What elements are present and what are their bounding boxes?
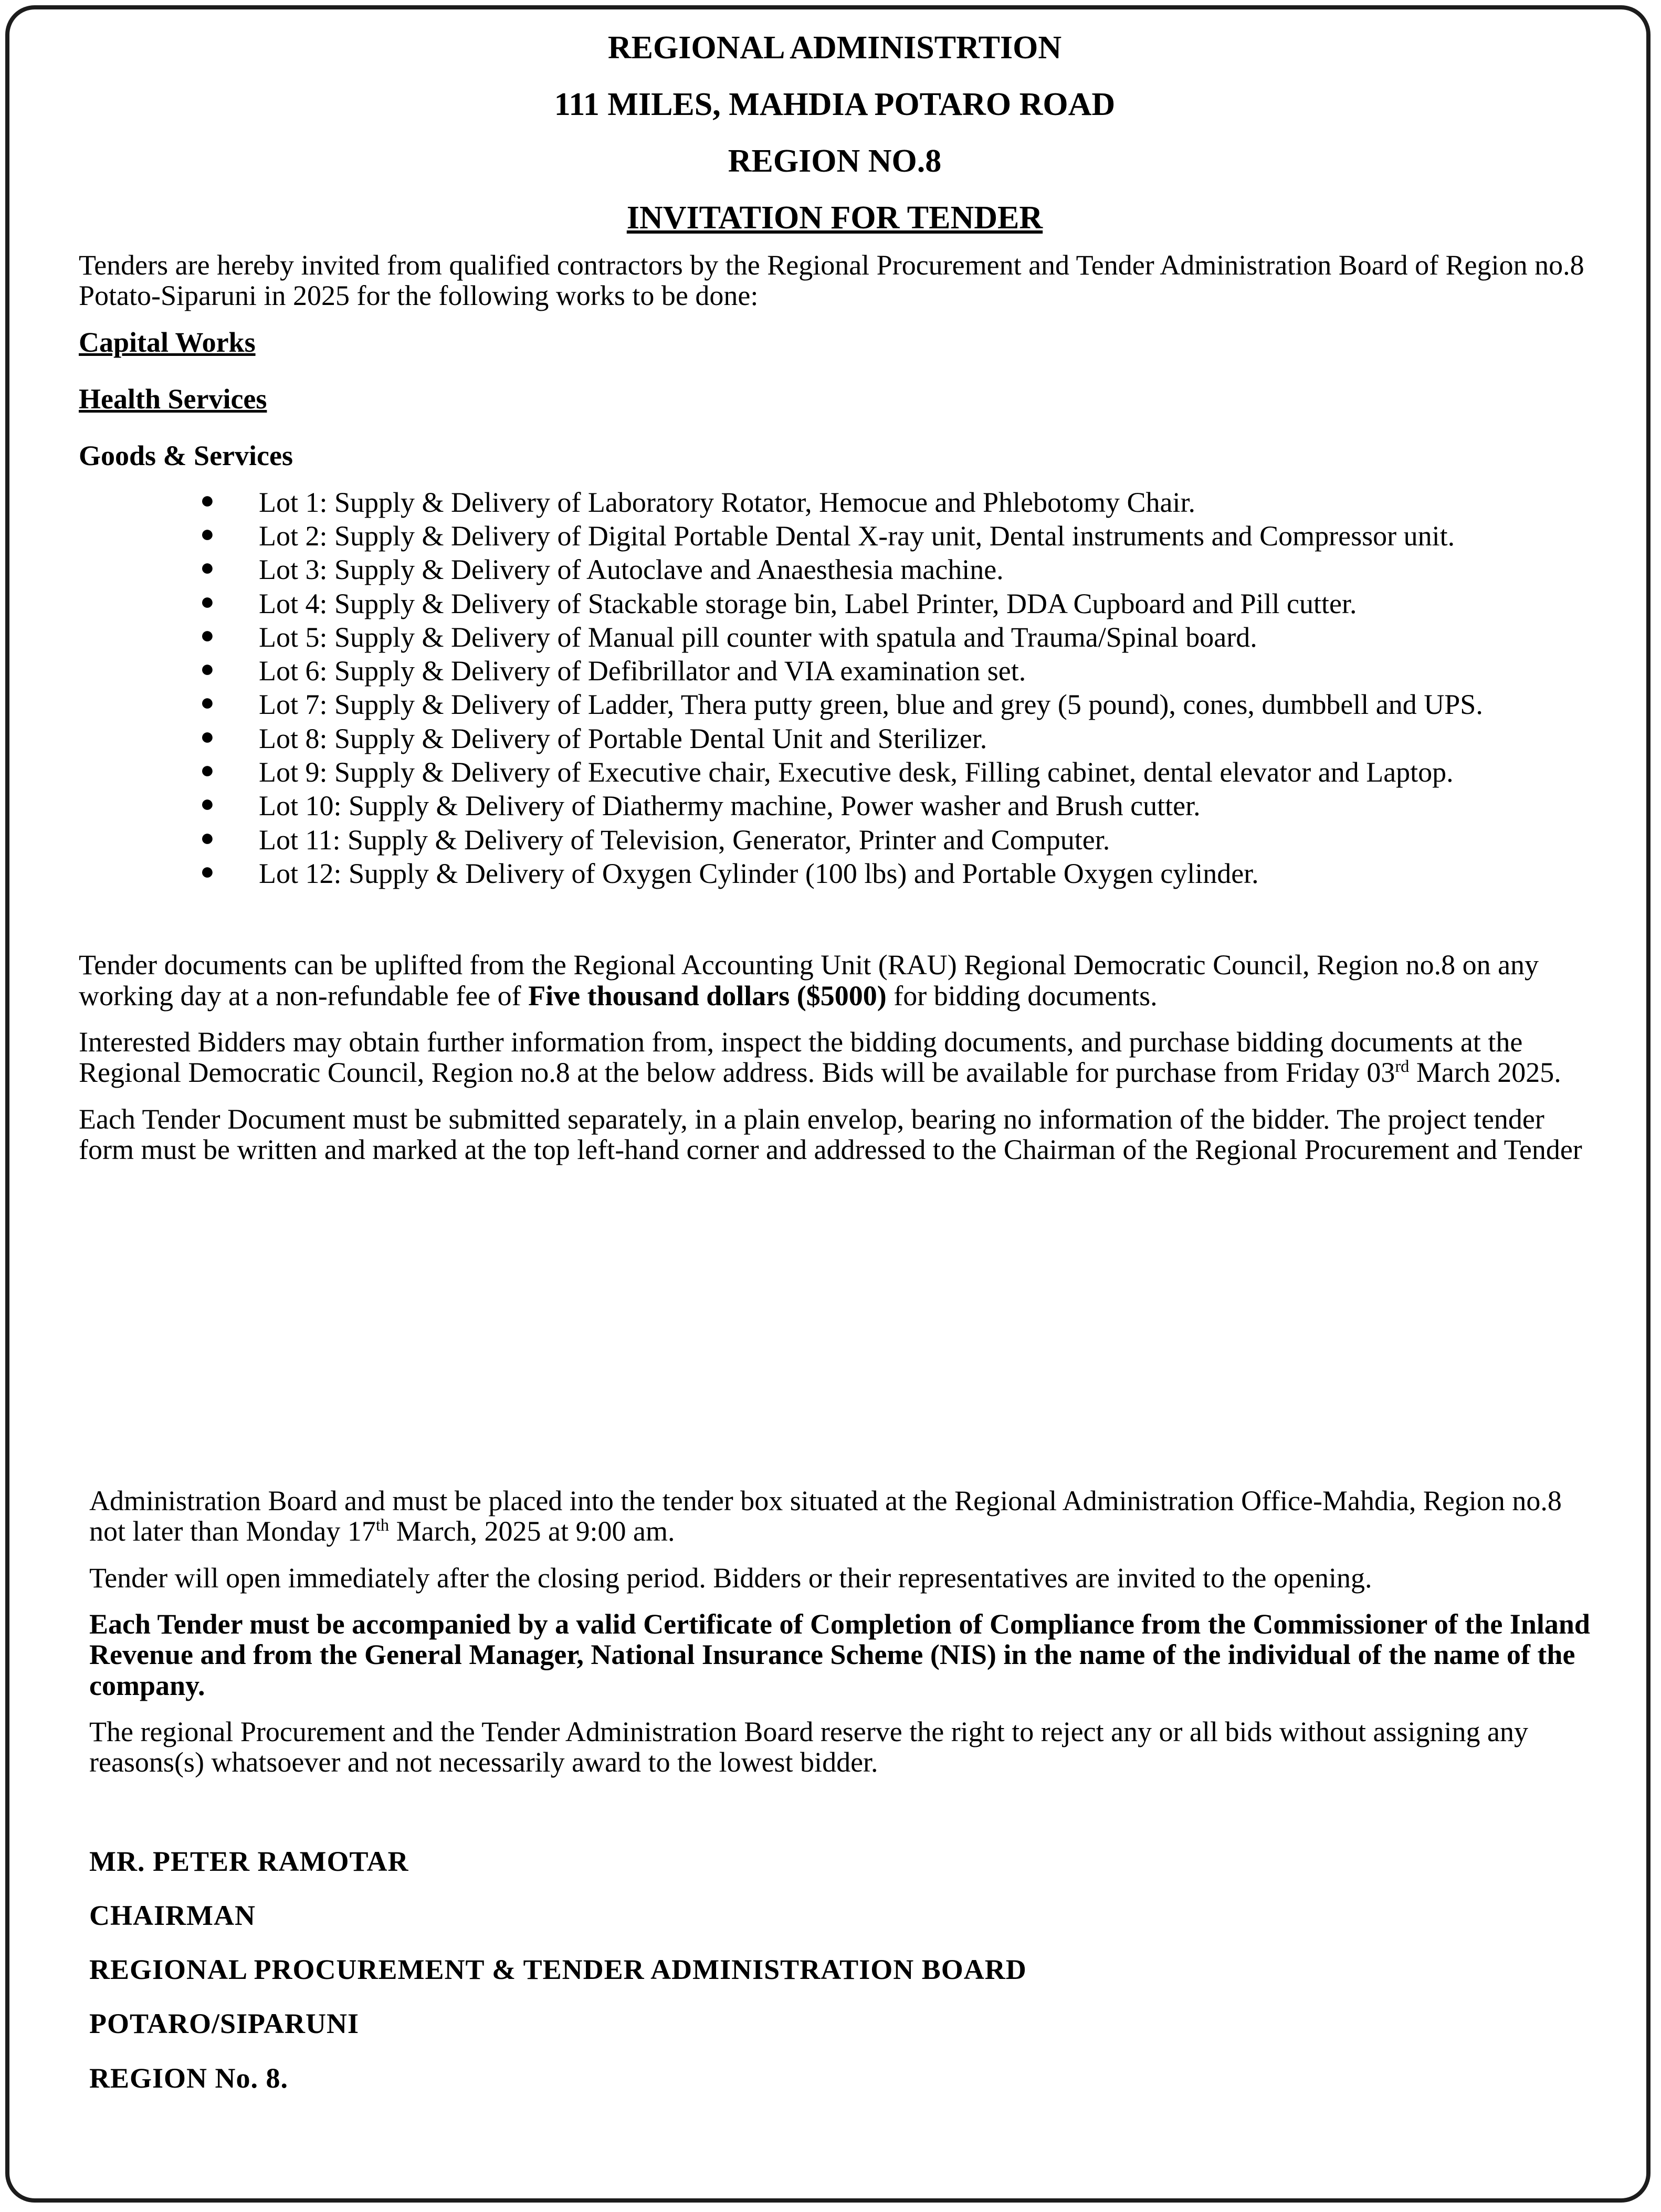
signatory-region: REGION No. 8.: [89, 2062, 289, 2094]
notice-title: INVITATION FOR TENDER: [626, 200, 1043, 236]
list-item: ● Lot 1: Supply & Delivery of Laboratory Rotator, Hemocue and Phlebotomy Chair.: [200, 486, 1196, 518]
bullet-icon: ●: [200, 655, 215, 682]
bullet-icon: ●: [200, 689, 215, 716]
bullet-icon: ●: [200, 824, 215, 851]
list-item: ● Lot 8: Supply & Delivery of Portable Dental Unit and Sterilizer.: [200, 722, 987, 754]
list-item: ● Lot 6: Supply & Delivery of Defibrillator and VIA examination set.: [200, 655, 1026, 687]
section-capital-works: Capital Works: [79, 326, 256, 358]
list-item: ● Lot 10: Supply & Delivery of Diathermy machine, Power washer and Brush cutter.: [200, 790, 1201, 822]
bullet-icon: ●: [200, 756, 215, 784]
compliance-paragraph: Each Tender must be accompanied by a valid Certificate of Completion of Compliance from the Commissioner of the Inland Revenue and from the General Manager, National Insurance Scheme (NIS) in the name of the individual of the name of the company.: [89, 1608, 1590, 1701]
bullet-icon: ●: [200, 486, 215, 513]
list-item: ● Lot 9: Supply & Delivery of Executive chair, Executive desk, Filling cabinet, dental elevator and Laptop.: [200, 756, 1454, 788]
signatory-board: REGIONAL PROCUREMENT & TENDER ADMINISTRATION BOARD: [89, 1954, 1027, 1986]
list-item: ● Lot 2: Supply & Delivery of Digital Portable Dental X-ray unit, Dental instruments and Compressor unit.: [200, 520, 1455, 552]
bullet-icon: ●: [200, 621, 215, 648]
bullet-icon: ●: [200, 858, 215, 884]
header-line-region: REGION NO.8: [728, 143, 942, 179]
submission-paragraph: Each Tender Document must be submitted separately, in a plain envelop, bearing no information of the bidder. The project tender form must be written and marked at the top left-hand corner and addressed to the Chairman of the Regional Procurement and Tender: [79, 1103, 1582, 1165]
bullet-icon: ●: [200, 520, 215, 547]
bullet-icon: ●: [200, 722, 215, 750]
intro-paragraph: Tenders are hereby invited from qualified contractors by the Regional Procurement and Tender Administration Board of Region no.8 Potato-Siparuni in 2025 for the following works to be done:: [79, 249, 1584, 312]
header-line-administration: REGIONAL ADMINISTRTION: [607, 30, 1062, 66]
signatory-role: CHAIRMAN: [89, 1899, 256, 1931]
signatory-area: POTARO/SIPARUNI: [89, 2008, 360, 2040]
signatory-name: MR. PETER RAMOTAR: [89, 1845, 409, 1877]
notice-body-bottom: [89, 1486, 1596, 2117]
list-item: ● Lot 12: Supply & Delivery of Oxygen Cylinder (100 lbs) and Portable Oxygen cylinder.: [200, 858, 1259, 889]
bullet-icon: ●: [200, 790, 215, 817]
bullet-icon: ●: [200, 587, 215, 615]
section-health-services: Health Services: [79, 383, 267, 415]
documents-paragraph: Tender documents can be uplifted from the Regional Accounting Unit (RAU) Regional Democratic Council, Region no.8 on any working day at a non-refundable fee of Five thousand dollars ($5000) for bidding documents.: [79, 949, 1539, 1012]
closing-date-paragraph: Administration Board and must be placed into the tender box situated at the Regional Administration Office-Mahdia, Region no.8 not later than Monday 17th March, 2025 at 9:00 am.: [89, 1485, 1562, 1547]
header-line-address: 111 MILES, MAHDIA POTARO ROAD: [554, 87, 1116, 122]
notice-body-top: [79, 31, 1591, 1181]
opening-paragraph: Tender will open immediately after the closing period. Bidders or their representatives are invited to the opening.: [89, 1562, 1372, 1594]
list-item: ● Lot 4: Supply & Delivery of Stackable storage bin, Label Printer, DDA Cupboard and Pill cutter.: [200, 587, 1357, 619]
reserve-paragraph: The regional Procurement and the Tender Administration Board reserve the right to reject any or all bids without assigning any reasons(s) whatsoever and not necessarily award to the lowest bidder.: [89, 1715, 1529, 1778]
list-item: ● Lot 5: Supply & Delivery of Manual pill counter with spatula and Trauma/Spinal board.: [200, 621, 1257, 653]
section-goods-services: Goods & Services: [79, 440, 293, 472]
fee-amount: Five thousand dollars ($5000): [528, 979, 887, 1012]
list-item: ● Lot 11: Supply & Delivery of Television, Generator, Printer and Computer.: [200, 824, 1110, 856]
bullet-icon: ●: [200, 554, 215, 581]
lot-list: [79, 487, 1591, 889]
list-item: ● Lot 7: Supply & Delivery of Ladder, Thera putty green, blue and grey (5 pound), cones, dumbbell and UPS.: [200, 689, 1483, 721]
bidders-paragraph: Interested Bidders may obtain further information from, inspect the bidding documents, and purchase bidding documents at the Regional Democratic Council, Region no.8 at the below address. Bids will be available for purchase from Friday 03rd March 2025.: [79, 1026, 1561, 1089]
list-item: ● Lot 3: Supply & Delivery of Autoclave and Anaesthesia machine.: [200, 554, 1004, 586]
